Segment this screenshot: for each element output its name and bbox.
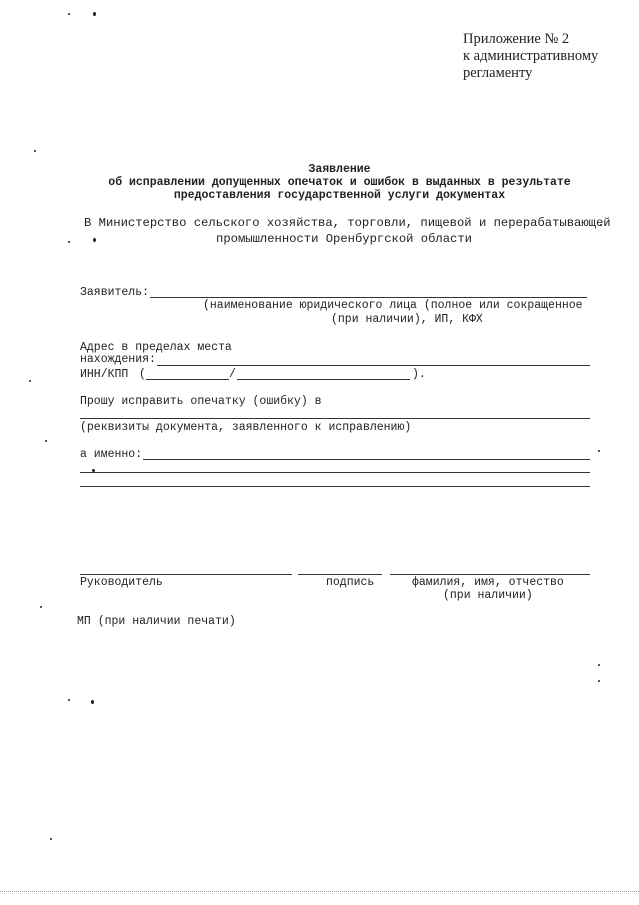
kpp-field[interactable] xyxy=(237,379,410,380)
scan-speck xyxy=(93,238,96,242)
namely-field-line1[interactable] xyxy=(143,459,590,460)
inn-label: ИНН/КПП xyxy=(80,368,129,381)
scan-speck xyxy=(598,664,600,666)
stamp-label: МП (при наличии печати) xyxy=(77,615,236,628)
document-title: Заявление xyxy=(308,163,371,176)
fio-line[interactable] xyxy=(390,574,590,575)
document-subtitle-line1: об исправлении допущенных опечаток и ошибок в выданных в результате xyxy=(108,176,571,189)
inn-open-paren: ( xyxy=(139,368,146,381)
namely-label: а именно: xyxy=(80,448,143,461)
scan-speck xyxy=(68,241,70,243)
applicant-hint-line1: (наименование юридического лица (полное или сокращенное xyxy=(203,299,583,312)
appendix-header xyxy=(463,31,598,82)
scan-speck xyxy=(598,450,600,452)
scan-speck xyxy=(68,699,70,701)
signature-fio-hint: (при наличии) xyxy=(443,589,533,602)
address-label-line1: Адрес в пределах места xyxy=(80,341,232,354)
scan-speck xyxy=(598,680,600,682)
signature-line[interactable] xyxy=(298,574,382,575)
document-details-field[interactable] xyxy=(80,418,590,419)
namely-field-line2[interactable] xyxy=(80,472,590,473)
namely-field-line3[interactable] xyxy=(80,486,590,487)
scan-speck xyxy=(50,838,52,840)
scan-speck xyxy=(29,380,31,382)
scan-speck xyxy=(91,700,94,704)
scan-speck xyxy=(68,13,70,15)
head-position-line[interactable] xyxy=(80,574,292,575)
scan-bottom-edge xyxy=(0,891,639,892)
applicant-hint-line2: (при наличии), ИП, КФХ xyxy=(331,313,483,326)
scan-speck xyxy=(45,440,47,442)
document-subtitle-line2: предоставления государственной услуги документах xyxy=(173,189,506,202)
signature-fio-label: фамилия, имя, отчество xyxy=(412,576,564,589)
request-hint: (реквизиты документа, заявленного к исправлению) xyxy=(80,421,412,434)
appendix-line1: Приложение № 2 xyxy=(463,31,570,47)
inn-close-paren: ). xyxy=(412,368,426,381)
inn-field[interactable] xyxy=(146,379,229,380)
request-label: Прошу исправить опечатку (ошибку) в xyxy=(80,395,322,408)
appendix-line2: к административному xyxy=(463,48,599,64)
addressee-line2: промышленности Оренбургской области xyxy=(216,232,472,246)
applicant-field[interactable] xyxy=(150,297,587,298)
address-field[interactable] xyxy=(157,365,590,366)
scan-speck xyxy=(40,606,42,608)
scan-speck xyxy=(93,12,96,16)
appendix-line3: регламенту xyxy=(463,65,533,81)
inn-slash: / xyxy=(229,368,236,381)
signature-head-label: Руководитель xyxy=(80,576,163,589)
scan-speck xyxy=(34,150,36,152)
signature-sign-label: подпись xyxy=(326,576,375,589)
address-label-line2: нахождения: xyxy=(80,353,156,366)
applicant-label: Заявитель: xyxy=(80,286,150,299)
addressee-line1: В Министерство сельского хозяйства, торговли, пищевой и перерабатывающей xyxy=(84,216,611,230)
